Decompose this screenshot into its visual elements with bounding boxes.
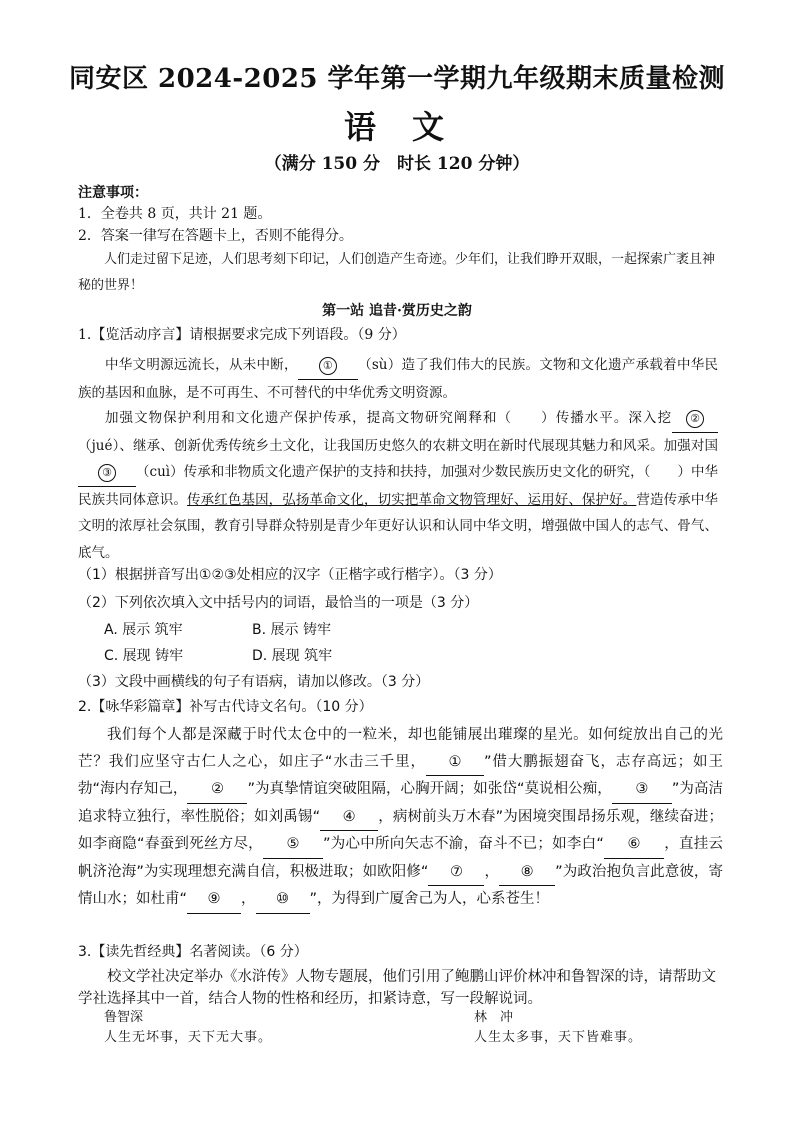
question-3-title: 3.【读先哲经典】名著阅读。（6 分） [78,944,308,960]
note-item: 1．全卷共 8 页，共计 21 题。 [78,206,272,222]
q3-paragraph: 校文学社决定举办《水浒传》人物专题展，他们引用了鲍鹏山评价林冲和鲁智深的诗，请帮助文学社选择其中一首，结合人物的性格和经历，扣紧诗意，写一段解说词。 [78,969,716,1007]
question-2-title: 2.【咏华彩篇章】补写古代诗文名句。（10 分） [78,699,373,715]
poem-left-line: 人生无坏事，天下无大事。 [104,1030,273,1045]
notes-heading: 注意事项： [78,185,148,201]
blank-marker: ② [686,410,704,428]
option-c: C. 展现 铸牢 [104,648,184,664]
answer-blank: ⑥ [604,831,664,859]
note-item: 2．答案一律写在答题卡上，否则不能得分。 [78,228,353,244]
answer-blank: ② [187,776,247,804]
poem-right-title: 林 冲 [474,1010,514,1025]
subject-title: 语文 [343,108,480,146]
q1-paragraph-2: 加强文物保护利用和文化遗产保护传承，提高文物研究阐释和（ ）传播水平。深入挖 ②（jué）、继承、创新优秀传统乡土文化，让我国历史悠久的农耕文明在新时代展现其魅力和风采。加强对国③ （cuì）传承和非物质文化遗产保护的支持和扶持，加强对少数民族历史文化的研究，（ ）中华民族共同体意识。传承红色基因，弘扬革命文化，切实把革命文物管理好、运用好、保护好。营造传承中华文明的浓厚社会氛围，教育引导群众特别是青少年更好认识和认同中华文明，增强做中国人的志气、骨气、底气。 [78,405,718,566]
answer-blank: ④ [320,804,378,832]
answer-blank: ① [426,749,484,777]
section-heading: 第一站 追昔·赏历史之韵 [322,303,472,319]
answer-blank [78,459,136,487]
q2-paragraph: 我们每个人都是深藏于时代太仓中的一粒米，却也能铺展出璀璨的星光。如何绽放出自己的光芒？我们应坚守古仁人之心，如庄子“水击三千里， ① ”借大鹏振翅奋飞，志存高远；如王勃“海内存知己， ② ”为真挚情谊突破阻隔，心胸开阔；如张岱“莫说相公痴， ③ ”为高洁追求特立独行，率性脱俗；如刘禹锡“ ④ ，病树前头万木春”为困境突围昂扬乐观，继续奋进；如李商隐“春蚕到死丝方尽， ⑤ ”为心中所向矢志不渝，奋斗不已；如李白“ ⑥ ，直挂云帆济沧海”为实现理想充满自信，积极进取；如欧阳修“ ⑦ ， ⑧ ”为政治抱负言此意彼，寄情山水；如杜甫“ ⑨ ， ⑩ ”，为得到广厦舍己为人，心系苍生！ [78,722,723,914]
q1-paragraph-1: 中华文明源远流长，从未中断， ① （sù）造了我们伟大的民族。文物和文化遗产承载着中华民族的基因和血脉，是不可再生、不可替代的中华优秀文明资源。 [78,352,718,406]
exam-title: 同安区 2024-2025 学年第一学期九年级期末质量检测 [68,64,726,94]
underlined-sentence: 传承红色基因，弘扬革命文化，切实把革命文物管理好、运用好、保护好。 [186,491,637,508]
intro-paragraph: 人们走过留下足迹，人们思考刻下印记，人们创造产生奇迹。少年们，让我们睁开双眼，一起探索广袤且神秘的世界！ [78,252,716,293]
answer-blank [298,352,358,380]
q1-subquestion-3: （3）文段中画横线的句子有语病，请加以修改。（3 分） [78,674,430,690]
poem-left-title: 鲁智深 [104,1010,144,1025]
q1-subquestion-1: （1）根据拼音写出①②③处相应的汉字（正楷字或行楷字）。（3 分） [78,567,502,583]
option-d: D. 展现 筑牢 [252,648,333,664]
exam-meta: （满分 150 分 时长 120 分钟） [264,154,530,174]
q1-subquestion-2: （2）下列依次填入文中括号内的词语，最恰当的一项是（3 分） [78,595,479,611]
answer-blank [672,405,718,433]
blank-marker: ① [319,357,337,375]
option-a: A. 展示 筑牢 [104,622,183,638]
option-b: B. 展示 铸牢 [252,622,331,638]
answer-blank: ⑧ [499,859,555,887]
question-1-title: 1.【览活动序言】请根据要求完成下列语段。（9 分） [78,327,406,343]
answer-blank: ⑩ [256,886,310,914]
answer-blank: ⑨ [187,886,241,914]
answer-blank: ⑦ [428,859,484,887]
answer-blank: ⑤ [263,831,323,859]
answer-blank: ③ [612,776,672,804]
blank-marker: ③ [98,464,116,482]
poem-right-line: 人生太多事，天下皆难事。 [474,1030,643,1045]
